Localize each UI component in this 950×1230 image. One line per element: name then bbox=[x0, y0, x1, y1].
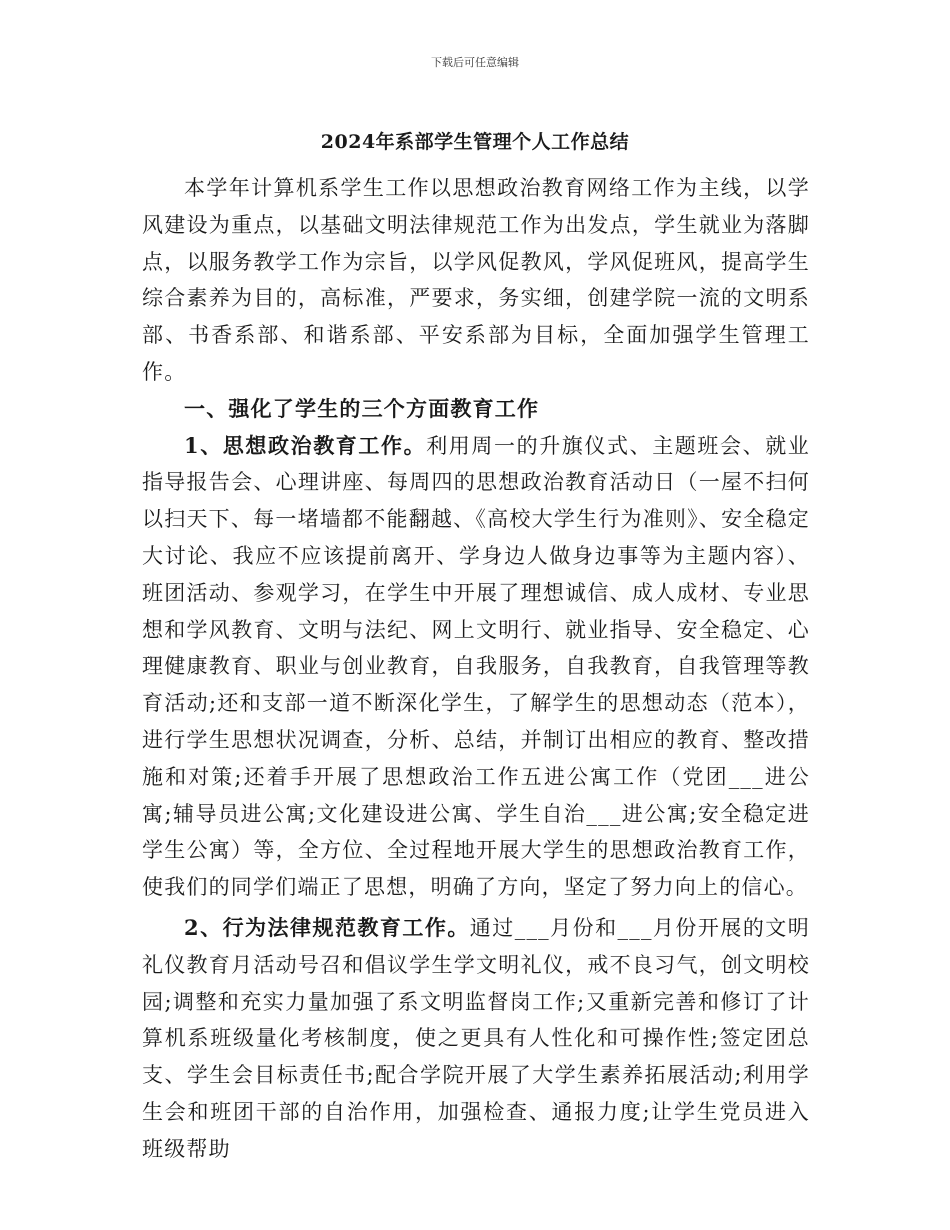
section-heading: 一、强化了学生的三个方面教育工作 bbox=[184, 395, 540, 421]
item-2-paragraph bbox=[142, 910, 810, 1168]
item-1-paragraph bbox=[142, 428, 810, 906]
document-title: 2024年系部学生管理个人工作总结 bbox=[320, 131, 630, 153]
item-2-body: 通过___月份和___月份开展的文明礼仪教育月活动号召和倡议学生学文明礼仪，戒不良习气，创文明校园;调整和充实力量加强了系文明监督岗工作;又重新完善和修订了计算机系班级量化考核制度，使之更具有人性化和可操作性;签定团总支、学生会目标责任书;配合学院开展了大学生素养拓展活动;利用学生会和班团干部的自治作用，加强检查、通报力度;让学生党员进入班级帮助 bbox=[142, 915, 810, 1161]
item-1-body: 利用周一的升旗仪式、主题班会、就业指导报告会、心理讲座、每周四的思想政治教育活动日（一屋不扫何以扫天下、每一堵墙都不能翻越、《高校大学生行为准则》、安全稳定大讨论、我应不应该提前离开、学身边人做身边事等为主题内容）、班团活动、参观学习，在学生中开展了理想诚信、成人成材、专业思想和学风教育、文明与法纪、网上文明行、就业指导、安全稳定、心理健康教育、职业与创业教育，自我服务，自我教育，自我管理等教育活动;还和支部一道不断深化学生，了解学生的思想动态（范本），进行学生思想状况调查，分析、总结，并制订出相应的教育、整改措施和对策;还着手开展了思想政治工作五进公寓工作（党团___进公寓;辅导员进公寓;文化建设进公寓、学生自治___进公寓;安全稳定进学生公寓）等，全方位、全过程地开展大学生的思想政治教育工作，使我们的同学们端正了思想，明确了方向，坚定了努力向上的信心。 bbox=[142, 433, 810, 900]
item-1-lead: 1、思想政治教育工作。 bbox=[184, 432, 427, 458]
header-note: 下载后可任意编辑 bbox=[431, 56, 519, 69]
intro-paragraph: 本学年计算机系学生工作以思想政治教育网络工作为主线，以学风建设为重点，以基础文明法律规范工作为出发点，学生就业为落脚点，以服务教学工作为宗旨，以学风促教风，学风促班风，提高学生综合素养为目的，高标准，严要求，务实细，创建学院一流的文明系部、书香系部、和谐系部、平安系部为目标，全面加强学生管理工作。 bbox=[142, 176, 810, 384]
item-2-lead: 2、行为法律规范教育工作。 bbox=[184, 914, 470, 940]
document-body bbox=[142, 170, 810, 1168]
